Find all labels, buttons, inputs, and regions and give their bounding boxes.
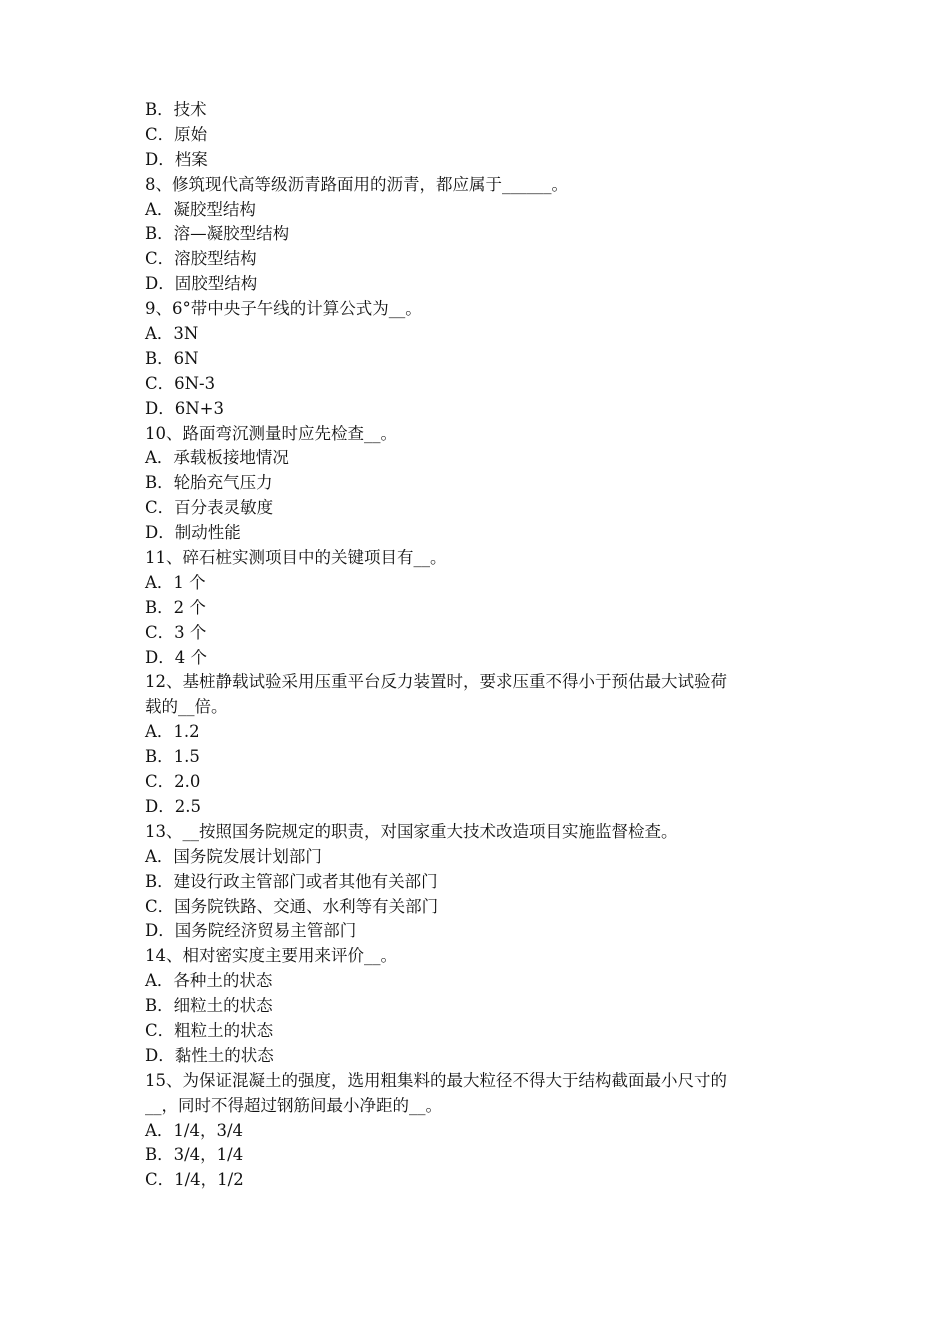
option-line: D．国务院经济贸易主管部门 [145,921,357,941]
option-line: B．建设行政主管部门或者其他有关部门 [145,871,438,891]
option-line: B．1.5 [145,747,200,767]
option-line: B．技术 [145,100,207,119]
option-line: B．轮胎充气压力 [145,473,273,493]
question-line: 8、修筑现代高等级沥青路面用的沥青，都应属于______。 [145,174,568,194]
option-line: C．2.0 [145,772,201,792]
document-text-body [145,98,815,1193]
option-line: D．黏性土的状态 [145,1045,274,1065]
option-line: C．国务院铁路、交通、水利等有关部门 [145,896,439,916]
option-line: C．1/4，1/2 [145,1170,244,1190]
option-line: D．2.5 [145,796,201,816]
option-line: D．制动性能 [145,523,241,543]
option-line: C．百分表灵敏度 [145,498,274,518]
option-line: D．6N+3 [145,398,224,418]
option-line: C．6N-3 [145,373,216,393]
question-line: 14、相对密实度主要用来评价__。 [145,946,397,966]
option-line: B．3/4，1/4 [145,1145,244,1165]
option-line: C．3 个 [145,622,207,642]
option-line: C．溶胶型结构 [145,249,257,269]
question-line: 15、为保证混凝土的强度，选用粗集料的最大粒径不得大于结构截面最小尺寸的 [145,1070,727,1090]
question-line: 13、__按照国务院规定的职责，对国家重大技术改造项目实施监督检查。 [145,821,678,841]
question-line-continued: __，同时不得超过钢筋间最小净距的__。 [145,1095,442,1115]
question-line: 11、碎石桩实测项目中的关键项目有__。 [145,548,447,568]
option-line: A．各种土的状态 [145,971,273,991]
option-line: B．溶—凝胶型结构 [145,224,290,244]
question-line: 10、路面弯沉测量时应先检查__。 [145,423,397,443]
option-line: A．承载板接地情况 [145,448,289,468]
question-line: 12、基桩静载试验采用压重平台反力装置时，要求压重不得小于预估最大试验荷 [145,672,727,692]
option-line: A．国务院发展计划部门 [145,846,322,866]
option-line: A．1 个 [145,572,206,592]
question-line: 9、6°带中央子午线的计算公式为__。 [145,299,422,319]
option-line: D．档案 [145,149,208,169]
option-line: B．6N [145,348,199,368]
option-line: D．固胶型结构 [145,274,258,294]
option-line: B．细粒土的状态 [145,996,273,1016]
option-line: C．原始 [145,124,208,144]
option-line: D．4 个 [145,647,207,667]
option-line: B．2 个 [145,597,206,617]
option-line: A．3N [145,324,199,344]
option-line: A．1.2 [145,722,200,742]
option-line: A．1/4，3/4 [145,1120,244,1140]
option-line: C．粗粒土的状态 [145,1020,274,1040]
option-line: A．凝胶型结构 [145,199,256,219]
question-line-continued: 载的__倍。 [145,697,228,717]
